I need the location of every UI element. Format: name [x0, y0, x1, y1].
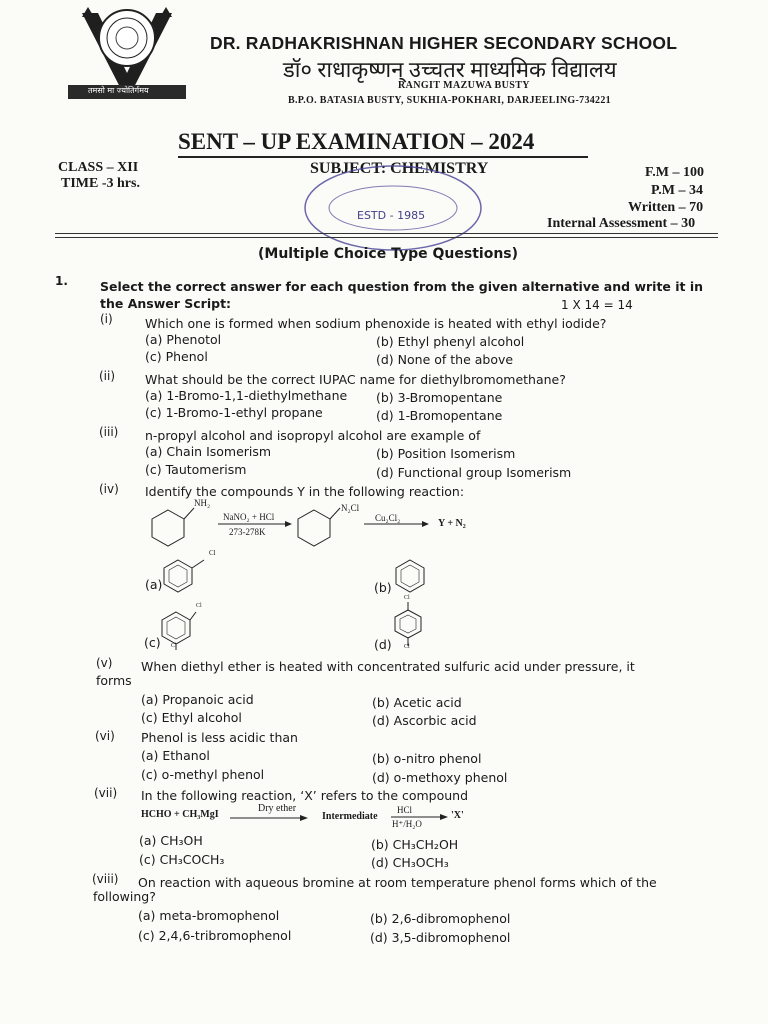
benzene-structure	[392, 556, 432, 596]
question-text: n-propyl alcohol and isopropyl alcohol are example of	[145, 428, 481, 443]
question-text: When diethyl ether is heated with concentrated sulfuric acid under pressure, it	[141, 659, 635, 674]
question-number: (i)	[100, 312, 113, 326]
question-number: 1.	[55, 274, 68, 288]
question-number: (vii)	[94, 786, 118, 800]
question-text: In the following reaction, ‘X’ refers to the compound	[141, 788, 469, 803]
school-name: DR. RADHAKRISHNAN HIGHER SECONDARY SCHOOL	[210, 33, 678, 53]
address-line-2: B.P.O. BATASIA BUSTY, SUKHIA-POKHARI, DARJEELING-734221	[288, 95, 611, 106]
option-d: (d) None of the above	[376, 352, 514, 367]
question-text-continued: forms	[96, 673, 132, 688]
header-rule-1	[55, 233, 718, 234]
marks-allocation: 1 X 14 = 14	[561, 298, 633, 312]
time-label: TIME -3 hrs.	[61, 176, 140, 191]
option-a: (a) Phenotol	[145, 332, 222, 347]
pass-marks: P.M – 34	[651, 183, 703, 198]
reaction-reactants: HCHO + CH₃MgI	[141, 809, 219, 820]
option-a: (a) Ethanol	[141, 748, 210, 763]
reagent-hcl: HCl	[397, 805, 413, 815]
subject-label: SUBJECT: CHEMISTRY	[310, 160, 489, 177]
option-c: (c) 1-Bromo-1-ethyl propane	[145, 405, 323, 420]
option-d: (d) CH₃OCH₃	[371, 855, 449, 870]
reagent-bottom-label: 273-278K	[229, 527, 266, 537]
question-text: Which one is formed when sodium phenoxide is heated with ethyl iodide?	[145, 316, 607, 331]
option-c: (c)	[144, 635, 161, 650]
option-d: (d) Ascorbic acid	[372, 713, 477, 728]
option-b: (b) Position Isomerism	[376, 446, 516, 461]
seal-text: ESTD - 1985	[357, 209, 426, 222]
question-text-continued: following?	[93, 889, 156, 904]
option-b: (b) Acetic acid	[372, 695, 462, 710]
option-b: (b) Ethyl phenyl alcohol	[376, 334, 525, 349]
chloro-label: Cl	[209, 549, 216, 557]
written-marks: Written – 70	[628, 200, 704, 215]
dichlorobenzene-para-structure	[390, 596, 430, 650]
school-name-hindi: डॉ० राधाकृष्णन् उच्चतर माध्यमिक विद्यालय	[283, 57, 617, 82]
option-d: (d) 3,5-dibromophenol	[370, 930, 511, 945]
option-b: (b) CH₃CH₂OH	[371, 837, 459, 852]
amino-group-label: NH₂	[194, 498, 211, 508]
instruction-text: Select the correct answer for each question from the given alternative and write it in the Answer Script:	[100, 279, 704, 311]
reagent-dry-ether: Dry ether	[258, 803, 297, 814]
option-c: (c) 2,4,6-tribromophenol	[138, 928, 292, 943]
option-c: (c) CH₃COCH₃	[139, 852, 225, 867]
header-rule-2	[55, 237, 718, 238]
option-c: (c) Ethyl alcohol	[141, 710, 242, 725]
question-number: (iv)	[99, 482, 119, 496]
option-b: (b) 3-Bromopentane	[376, 390, 503, 405]
question-text: What should be the correct IUPAC name for diethylbromomethane?	[145, 372, 566, 387]
aniline-benzene-ring	[152, 508, 194, 546]
option-a: (a) 1-Bromo-1,1-diethylmethane	[145, 388, 348, 403]
option-a: (a)	[145, 577, 163, 592]
question-number: (ii)	[99, 369, 116, 383]
option-a: (a) Chain Isomerism	[145, 444, 272, 459]
internal-assessment: Internal Assessment – 30	[547, 216, 696, 231]
option-d: (d) o-methoxy phenol	[372, 770, 508, 785]
title-underline	[178, 156, 588, 158]
reaction-intermediate: Intermediate	[322, 811, 378, 822]
diazo-group-label: N₂Cl	[341, 503, 360, 513]
diazonium-benzene-ring	[298, 508, 340, 546]
question-number: (v)	[96, 656, 113, 670]
option-b: (b) 2,6-dibromophenol	[370, 911, 511, 926]
chloro-label: Cl	[404, 644, 410, 650]
reagent2-label: Cu₂Cl₂	[375, 513, 401, 523]
full-marks: F.M – 100	[645, 165, 704, 180]
reagent-top-label: NaNO₂ + HCl	[223, 512, 275, 522]
product-x: 'X'	[451, 810, 464, 821]
address-line-1: RANGIT MAZUWA BUSTY	[398, 80, 530, 91]
option-c: (c) Tautomerism	[145, 462, 247, 477]
option-c: (c) o-methyl phenol	[141, 767, 265, 782]
exam-title: SENT – UP EXAMINATION – 2024	[178, 129, 535, 154]
question-number: (viii)	[92, 872, 119, 886]
question-text: Identify the compounds Y in the following reaction:	[145, 484, 465, 499]
option-d: (d)	[374, 637, 392, 652]
option-b: (b) o-nitro phenol	[372, 751, 482, 766]
question-number: (iii)	[99, 425, 119, 439]
option-b: (b)	[374, 580, 392, 595]
chloro-label: Cl	[196, 603, 202, 609]
reagent-acid-water: H⁺/H₂O	[392, 819, 422, 829]
school-seal-stamp	[300, 163, 486, 253]
option-a: (a) CH₃OH	[139, 833, 203, 848]
question-text: On reaction with aqueous bromine at room temperature phenol forms which of the	[138, 875, 657, 890]
question-text: Phenol is less acidic than	[141, 730, 298, 745]
class-label: CLASS – XII	[58, 160, 139, 175]
chloro-label: Cl	[404, 595, 410, 601]
logo-motto: तमसो मा ज्योतिर्गमय	[88, 86, 149, 95]
chloro-label: Cl	[171, 643, 177, 649]
option-d: (d) Functional group Isomerism	[376, 465, 572, 480]
dichlorobenzene-meta-structure	[158, 604, 208, 652]
option-c: (c) Phenol	[145, 349, 208, 364]
question-number: (vi)	[95, 729, 115, 743]
option-d: (d) 1-Bromopentane	[376, 408, 503, 423]
product-label: Y + N₂	[438, 518, 466, 529]
option-a: (a) Propanoic acid	[141, 692, 254, 707]
option-a: (a) meta-bromophenol	[138, 908, 280, 923]
section-heading: (Multiple Choice Type Questions)	[258, 246, 519, 262]
